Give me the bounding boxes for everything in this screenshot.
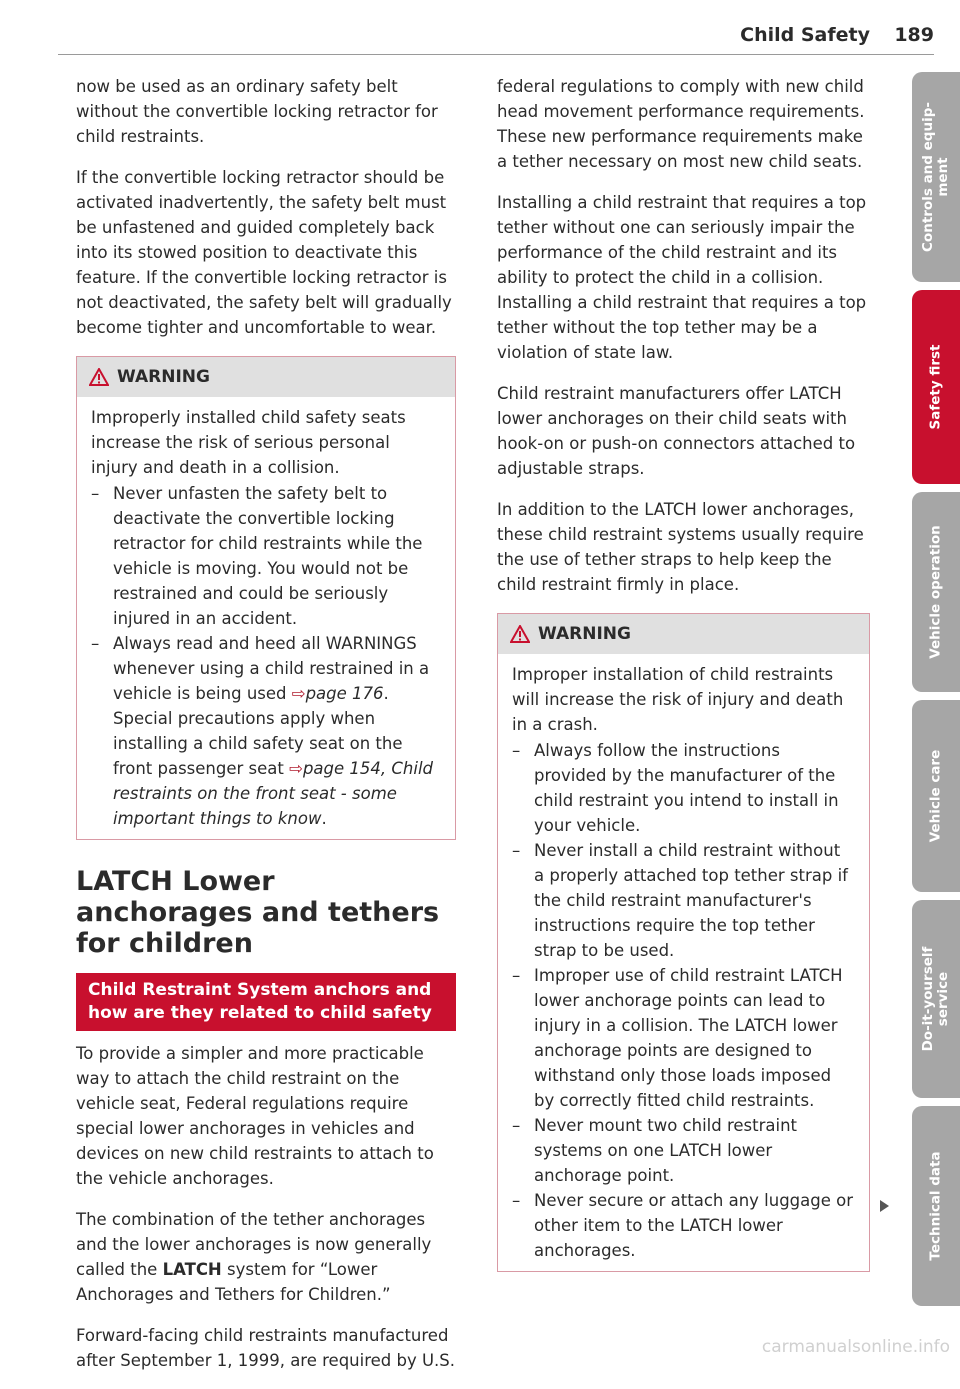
warning-title: WARNING [117,366,210,387]
warning-item [91,631,441,831]
warning-item [512,963,855,1113]
tab-label: Do-it-yourself service [920,946,951,1052]
warning-item-text: Never secure or attach any luggage or other item to the LATCH lower anchorages. [534,1191,854,1260]
warning-box [76,356,456,840]
warning-item [512,738,855,838]
tab-technical-data[interactable] [912,1106,960,1306]
warning-item [512,838,855,963]
warning-item-text: Never unfasten the safety belt to deactivate the convertible locking retractor for child restraints while the vehicle is moving. You would not be restrained and could be seriously injured in an accident. [113,484,423,628]
page-number: 189 [894,24,934,46]
warning-item-text: Never mount two child restraint systems on one LATCH lower anchorage point. [534,1116,798,1185]
warning-item [512,1188,855,1263]
cross-reference-arrow-icon: ⇨ [291,684,306,703]
cross-reference-arrow-icon: ⇨ [289,759,303,778]
dash-bullet: – [512,966,521,985]
tab-vehicle-care[interactable] [912,700,960,892]
subsection-heading: Child Restraint System anchors and how are they related to child safety [76,973,456,1031]
paragraph: Installing a child restraint that requires a top tether without one can seriously impair the performance of the child restraint and its ability to protect the child in a collision. Installing a child restraint that requires a top tether without the top tether may be a violation of state law. [497,193,867,362]
warning-list [512,738,855,1263]
warning-item-text: . [321,809,327,828]
right-column [497,74,870,1272]
warning-list [91,481,441,831]
warning-box [497,613,870,1272]
dash-bullet: – [91,634,100,653]
continued-arrow-icon [880,1200,889,1212]
warning-intro: Improperly installed child safety seats increase the risk of serious personal injury and death in a collision. [91,408,406,477]
paragraph-text: system for “Lower Anchorages and Tethers for Children.” [76,1260,391,1304]
warning-item [91,481,441,631]
section-title: LATCH Lower anchorages and tethers for children [76,866,440,959]
warning-triangle-icon [89,368,109,386]
tab-safety-first[interactable] [912,290,960,484]
paragraph: Child restraint manufacturers offer LATCH lower anchorages on their child seats with hook-on or push-on connectors attached to adjustable straps. [497,384,856,478]
page-reference-link[interactable]: page 176 [305,684,384,703]
page-header [58,22,934,55]
warning-title: WARNING [538,623,631,644]
paragraph-text: The combination of the tether anchorages and the lower anchorages is now generally called the [76,1210,432,1279]
chapter-title: Child Safety [740,24,870,46]
paragraph: federal regulations to comply with new child head movement performance requirements. These new performance requirements make a tether necessary on most new child seats. [497,77,865,171]
warning-item-text: Always follow the instructions provided by the manufacturer of the child restraint you intend to install in your vehicle. [534,741,839,835]
tab-label: Safety first [927,344,944,430]
left-column [76,74,456,1389]
tab-label: Vehicle care [927,749,944,843]
tab-label: Controls and equip- ment [920,102,951,252]
warning-item-text: Improper use of child restraint LATCH lower anchorage points can lead to injury in a collision. The LATCH lower anchorage points are designed to withstand only those loads imposed by correctly fitted child restraints. [534,966,843,1110]
latch-term: LATCH [162,1260,222,1279]
watermark: carmanualsonline.info [761,1337,950,1357]
tab-label: Technical data [927,1151,944,1261]
paragraph: In addition to the LATCH lower anchorages, these child restraint systems usually require the use of tether straps to help keep the child restraint firmly in place. [497,500,864,594]
dash-bullet: – [512,841,521,860]
warning-intro: Improper installation of child restraints will increase the risk of injury and death in a crash. [512,665,844,734]
tab-controls-and-equipment[interactable] [912,72,960,282]
warning-item-text: Always read and heed all WARNINGS whenever using a child restrained in a vehicle is being used [113,634,430,703]
warning-header [498,614,869,654]
warning-item [512,1113,855,1188]
dash-bullet: – [512,1116,521,1135]
paragraph: To provide a simpler and more practicable way to attach the child restraint on the vehicle seat, Federal regulations require special lower anchorages in vehicles and devices on new child restraints to attach to the vehicle anchorages. [76,1044,434,1188]
paragraph [76,1207,456,1307]
paragraph: If the convertible locking retractor should be activated inadvertently, the safety belt must be unfastened and guided completely back into its stowed position to deactivate this feature. If the convertible locking retractor is not deactivated, the safety belt will gradually become tighter and uncomfortable to wear. [76,168,452,337]
paragraph: Forward-facing child restraints manufactured after September 1, 1999, are required by U.S. [76,1326,456,1370]
dash-bullet: – [512,1191,521,1210]
tab-label: Vehicle operation [927,525,944,659]
warning-item-text: Never install a child restraint without a properly attached top tether strap if the child restraint manufacturer's instructions require the top tether strap to be used. [534,841,848,960]
tab-vehicle-operation[interactable] [912,492,960,692]
page-reference-link[interactable]: page 154, Child restraints on the front seat - some important things to know [113,759,434,828]
tab-do-it-yourself-service[interactable] [912,900,960,1098]
warning-item-text: . Special precautions apply when installing a child safety seat on the front passenger seat [113,684,403,778]
paragraph: now be used as an ordinary safety belt without the convertible locking retractor for child restraints. [76,77,438,146]
dash-bullet: – [91,484,100,503]
warning-header [77,357,455,397]
warning-triangle-icon [510,625,530,643]
dash-bullet: – [512,741,521,760]
